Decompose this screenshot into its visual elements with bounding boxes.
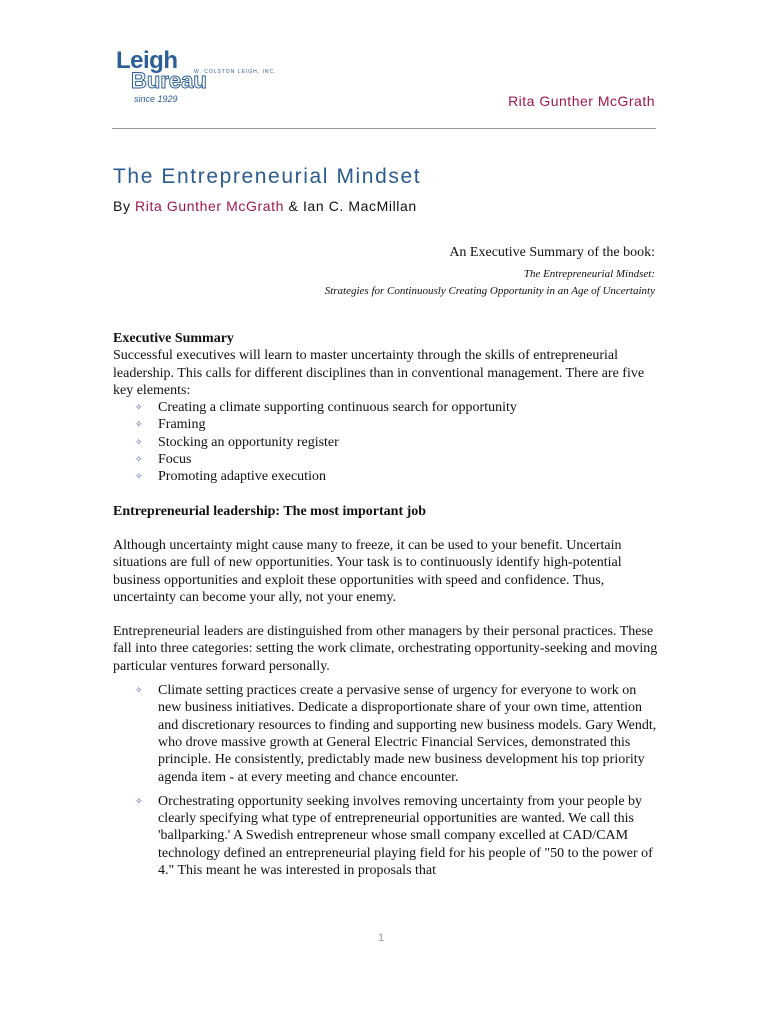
- executive-summary-label: An Executive Summary of the book:: [449, 245, 655, 260]
- header-author: Rita Gunther McGrath: [508, 93, 655, 109]
- list-item: ✧ Framing: [135, 417, 206, 433]
- diamond-bullet-icon: ✧: [135, 471, 143, 482]
- list-item: ✧ Stocking an opportunity register: [135, 434, 339, 450]
- logo-bureau-text: Bureau: [131, 68, 207, 93]
- logo-subtitle: W. COLSTON LEIGH, INC.: [194, 69, 277, 75]
- diamond-bullet-icon: ✧: [135, 419, 143, 430]
- list-item: ✧ Climate setting practices create a pervasive sense of urgency for everyone to work on new business initiatives. Dedicate a disproportionate share of your own time, attention and discretionary resources to finding and supporting new business models. Gary Wendt, who drove massive growth at General Electric Financial Services, demonstrated this principle. He consistently, predictably made new business development his top priority agenda item - at every meeting and chance encounter.: [135, 683, 657, 785]
- list-item: ✧ Orchestrating opportunity seeking involves removing uncertainty from your people by clearly specifying what type of entrepreneurial opportunities are wanted. We call this 'ballparking.' A Swedish entrepreneur whose small company excelled at CAD/CAM technology defined an entrepreneurial playing field for his people of "50 to the power of 4." This meant he was interested in proposals that: [135, 793, 653, 879]
- practices-list: [113, 682, 658, 879]
- diamond-bullet-icon: ✧: [135, 454, 143, 465]
- list-item: ✧ Creating a climate supporting continuous search for opportunity: [135, 400, 517, 416]
- byline: [113, 198, 417, 214]
- logo-leigh-text: Leigh: [116, 47, 178, 74]
- diamond-bullet-icon: ✧: [135, 795, 143, 806]
- list-item: ✧ Focus: [135, 452, 192, 468]
- byline-author-1: Rita Gunther McGrath: [135, 198, 284, 214]
- book-title: The Entrepreneurial Mindset:: [523, 268, 655, 280]
- executive-summary-heading: Executive Summary: [113, 331, 234, 346]
- key-elements-list: [113, 399, 658, 485]
- byline-author-2: Ian C. MacMillan: [302, 198, 417, 214]
- page-number: 1: [378, 932, 385, 944]
- diamond-bullet-icon: ✧: [135, 402, 143, 413]
- section-paragraph-1: Although uncertainty might cause many to freeze, it can be used to your benefit. Uncertain situations are full of new opportunities. Your task is to continuously identify high-potential business opportunities and exploit these opportunities with speed and confidence. Thus, uncertainty can become your ally, not your enemy.: [113, 537, 622, 605]
- section-heading: Entrepreneurial leadership: The most important job: [113, 503, 427, 519]
- logo-since: since 1929: [134, 94, 178, 104]
- executive-summary-intro: Successful executives will learn to master uncertainty through the skills of entrepreneurial leadership. This calls for different disciplines than in conventional management. There are five key elements:: [113, 348, 645, 398]
- leigh-bureau-logo: [114, 47, 277, 106]
- document-body: [113, 330, 658, 879]
- list-item: ✧ Promoting adaptive execution: [135, 469, 326, 485]
- diamond-bullet-icon: ✧: [135, 436, 143, 447]
- header-divider: [112, 128, 656, 129]
- byline-prefix: By: [113, 198, 131, 214]
- byline-joiner: &: [288, 198, 299, 214]
- book-subtitle: Strategies for Continuously Creating Opportunity in an Age of Uncertainty: [324, 285, 655, 297]
- page-title: The Entrepreneurial Mindset: [113, 165, 422, 188]
- diamond-bullet-icon: ✧: [135, 685, 143, 696]
- section-paragraph-2: Entrepreneurial leaders are distinguished from other managers by their personal practices. These fall into three categories: setting the work climate, orchestrating opportunity-seeking and moving particular ventures forward personally.: [113, 624, 658, 674]
